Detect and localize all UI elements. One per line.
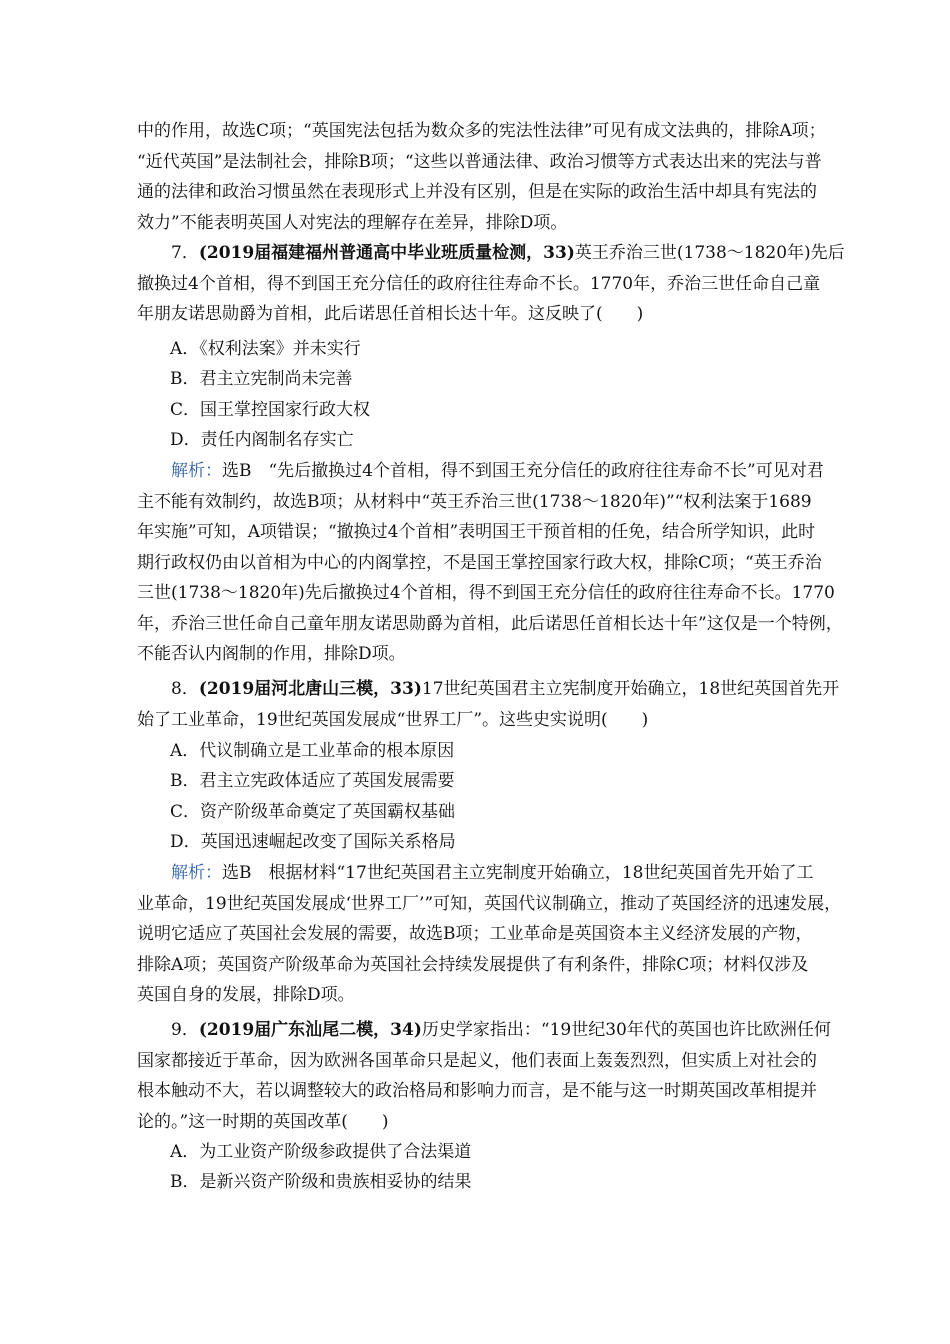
text-line: 中的作用，故选C项；“英国宪法包括为数众多的宪法性法律”可见有成文法典的，排除A项； xyxy=(137,121,826,141)
question-7-option-b: B．君主立宪制尚未完善 xyxy=(170,369,353,389)
question-source: (2019届福建福州普通高中毕业班质量检测，33) xyxy=(198,243,575,263)
text-line: 不能否认内阁制的作用，排除D项。 xyxy=(137,644,406,664)
text-line: 三世(1738～1820年)先后撤换过4个首相，得不到国王充分信任的政府往往寿命不长。1770 xyxy=(137,583,835,603)
text-line xyxy=(137,238,845,269)
analysis-text: 选B 根据材料“17世纪英国君主立宪制度开始确立，18世纪英国首先开始了工 xyxy=(222,863,814,883)
question-7-option-c: C．国王掌控国家行政大权 xyxy=(170,400,371,420)
text-line: 论的。”这一时期的英国改革( ) xyxy=(137,1111,389,1132)
analysis-label: 解析： xyxy=(171,461,222,481)
text-line xyxy=(137,858,827,889)
question-source: (2019届河北唐山三模，33) xyxy=(198,679,422,699)
text-line: 国家都接近于革命，因为欧洲各国革命只是起义，他们表面上轰轰烈烈，但实质上对社会的 xyxy=(137,1050,817,1071)
question-number: 9． xyxy=(171,1020,199,1040)
question-9-option-a: A．为工业资产阶级参政提供了合法渠道 xyxy=(170,1142,472,1162)
text-line: “近代英国”是法制社会，排除B项；“这些以普通法律、政治习惯等方式表达出来的宪法与普 xyxy=(137,151,822,172)
question-8-stem xyxy=(137,674,840,735)
text-line: 主不能有效制约，故选B项；从材料中“英王乔治三世(1738～1820年)”“权利法案于1689 xyxy=(137,491,812,512)
question-7-analysis xyxy=(137,456,843,670)
intro-paragraph xyxy=(137,116,827,238)
text-line xyxy=(137,456,827,487)
text-line: 年，乔治三世任命自己童年朋友诺思勋爵为首相，此后诺思任首相长达十年”这仅是一个特例， xyxy=(137,613,843,634)
question-text: 英王乔治三世(1738～1820年)先后 xyxy=(574,243,845,263)
text-line xyxy=(137,1015,831,1046)
question-number: 8． xyxy=(171,679,199,699)
question-number: 7． xyxy=(171,243,199,263)
question-8-option-a: A．代议制确立是工业革命的根本原因 xyxy=(170,741,455,761)
text-line: 始了工业革命，19世纪英国发展成“世界工厂”。这些史实说明( ) xyxy=(137,709,649,730)
text-line: 年朋友诺思勋爵为首相，此后诺思任首相长达十年。这反映了( ) xyxy=(137,304,644,324)
text-line: 根本触动不大，若以调整较大的政治格局和影响力而言，是不能与这一时期英国改革相提并 xyxy=(137,1081,817,1101)
question-source: (2019届广东汕尾二模，34) xyxy=(198,1020,422,1040)
analysis-text: 选B “先后撤换过4个首相，得不到国王充分信任的政府往往寿命不长”可见对君 xyxy=(222,461,824,481)
text-line: 年实施”可知，A项错误；“撤换过4个首相”表明国王干预首相的任免，结合所学知识，此时 xyxy=(137,522,816,542)
text-line: 撤换过4个首相，得不到国王充分信任的政府往往寿命不长。1770年，乔治三世任命自己童 xyxy=(137,273,821,294)
text-line: 英国自身的发展，排除D项。 xyxy=(137,985,355,1005)
question-9-option-b: B．是新兴资产阶级和贵族相妥协的结果 xyxy=(170,1172,472,1192)
question-8-option-b: B．君主立宪政体适应了英国发展需要 xyxy=(170,771,455,791)
text-line: 期行政权仍由以首相为中心的内阁掌控，不是国王掌控国家行政大权，排除C项；“英王乔治 xyxy=(137,552,822,573)
text-line xyxy=(137,674,840,705)
text-line: 效力”不能表明英国人对宪法的理解存在差异，排除D项。 xyxy=(137,212,568,233)
question-8-analysis xyxy=(137,858,842,1011)
analysis-label: 解析： xyxy=(171,863,222,883)
text-line: 通的法律和政治习惯虽然在表现形式上并没有区别，但是在实际的政治生活中却具有宪法的 xyxy=(137,182,817,202)
text-line: 业革命，19世纪英国发展成‘世界工厂’”可知，英国代议制确立，推动了英国经济的迅速发展， xyxy=(137,893,842,914)
text-line: 排除A项；英国资产阶级革命为英国社会持续发展提供了有利条件，排除C项；材料仅涉及 xyxy=(137,954,809,975)
question-9-stem xyxy=(137,1015,831,1137)
question-7-stem xyxy=(137,238,845,330)
question-8-option-d: D．英国迅速崛起改变了国际关系格局 xyxy=(170,832,456,852)
text-line: 说明它适应了英国社会发展的需要，故选B项；工业革命是英国资本主义经济发展的产物， xyxy=(137,924,813,944)
question-text: 历史学家指出：“19世纪30年代的英国也许比欧洲任何 xyxy=(421,1020,831,1040)
question-7-option-a: A．《权利法案》并未实行 xyxy=(170,339,361,359)
question-8-option-c: C．资产阶级革命奠定了英国霸权基础 xyxy=(170,802,456,822)
question-7-option-d: D．责任内阁制名存实亡 xyxy=(170,430,354,450)
question-text: 17世纪英国君主立宪制度开始确立，18世纪英国首先开 xyxy=(421,679,840,699)
